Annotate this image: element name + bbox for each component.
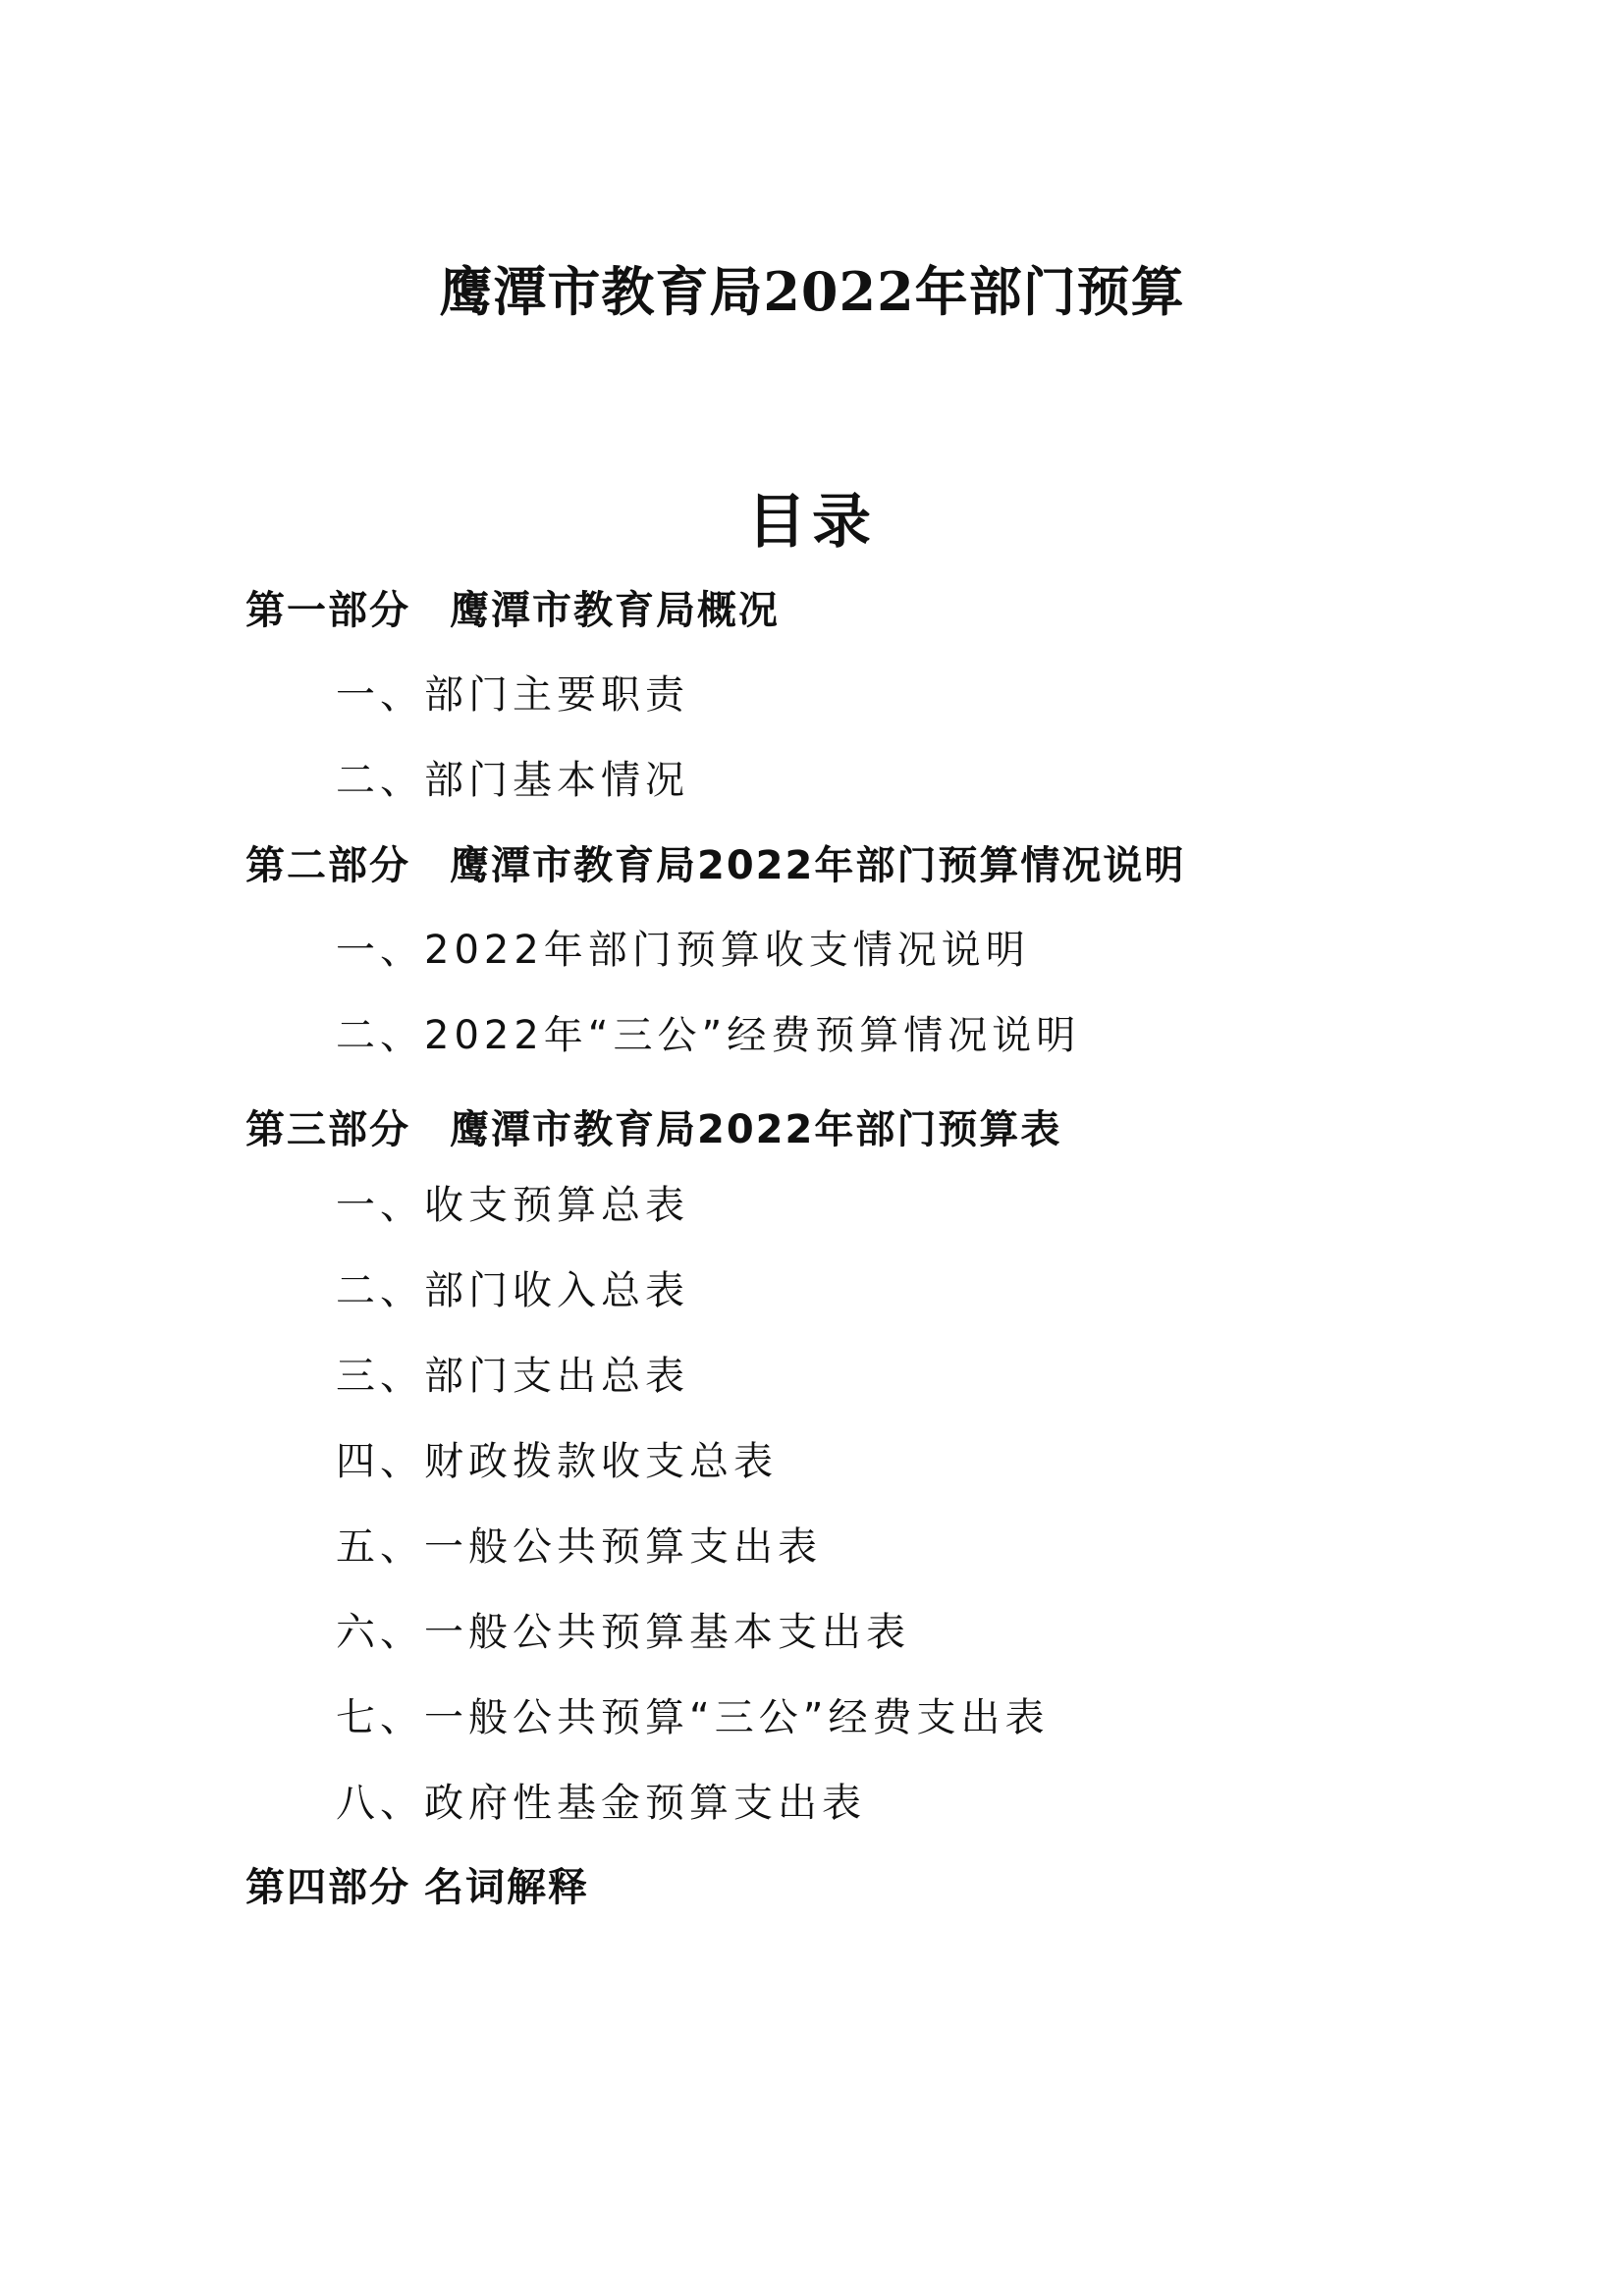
toc-item: 一、收支预算总表 — [336, 1183, 689, 1228]
part-title: 鹰潭市教育局2022年部门预算表 — [450, 1107, 1062, 1152]
toc-item: 三、部门支出总表 — [336, 1354, 689, 1399]
part-label: 第一部分 — [245, 588, 410, 633]
toc-item: 七、一般公共预算“三公”经费支出表 — [336, 1695, 1050, 1740]
document-title: 鹰潭市教育局2022年部门预算 — [439, 260, 1185, 323]
toc-item: 二、部门基本情况 — [336, 758, 689, 803]
toc-part-1 — [245, 583, 780, 638]
toc-heading: 目录 — [747, 488, 877, 557]
toc-item: 一、2022年部门预算收支情况说明 — [336, 928, 1030, 973]
part-label: 第二部分 — [245, 843, 410, 888]
part-title: 名词解释 — [424, 1865, 589, 1910]
toc-item: 五、一般公共预算支出表 — [336, 1524, 822, 1570]
toc-item: 二、部门收入总表 — [336, 1268, 689, 1313]
part-title: 鹰潭市教育局2022年部门预算情况说明 — [450, 843, 1186, 888]
toc-item: 四、财政拨款收支总表 — [336, 1439, 778, 1484]
part-label: 第三部分 — [245, 1107, 410, 1152]
toc-item: 八、政府性基金预算支出表 — [336, 1781, 866, 1826]
part-title: 鹰潭市教育局概况 — [450, 588, 780, 633]
toc-part-2 — [245, 838, 1185, 893]
toc-item: 二、2022年“三公”经费预算情况说明 — [336, 1013, 1081, 1058]
part-label: 第四部分 — [245, 1865, 410, 1910]
toc-part-3 — [245, 1102, 1061, 1157]
toc-part-4 — [245, 1860, 589, 1915]
toc-item: 一、部门主要职责 — [336, 672, 689, 718]
toc-item: 六、一般公共预算基本支出表 — [336, 1610, 910, 1655]
